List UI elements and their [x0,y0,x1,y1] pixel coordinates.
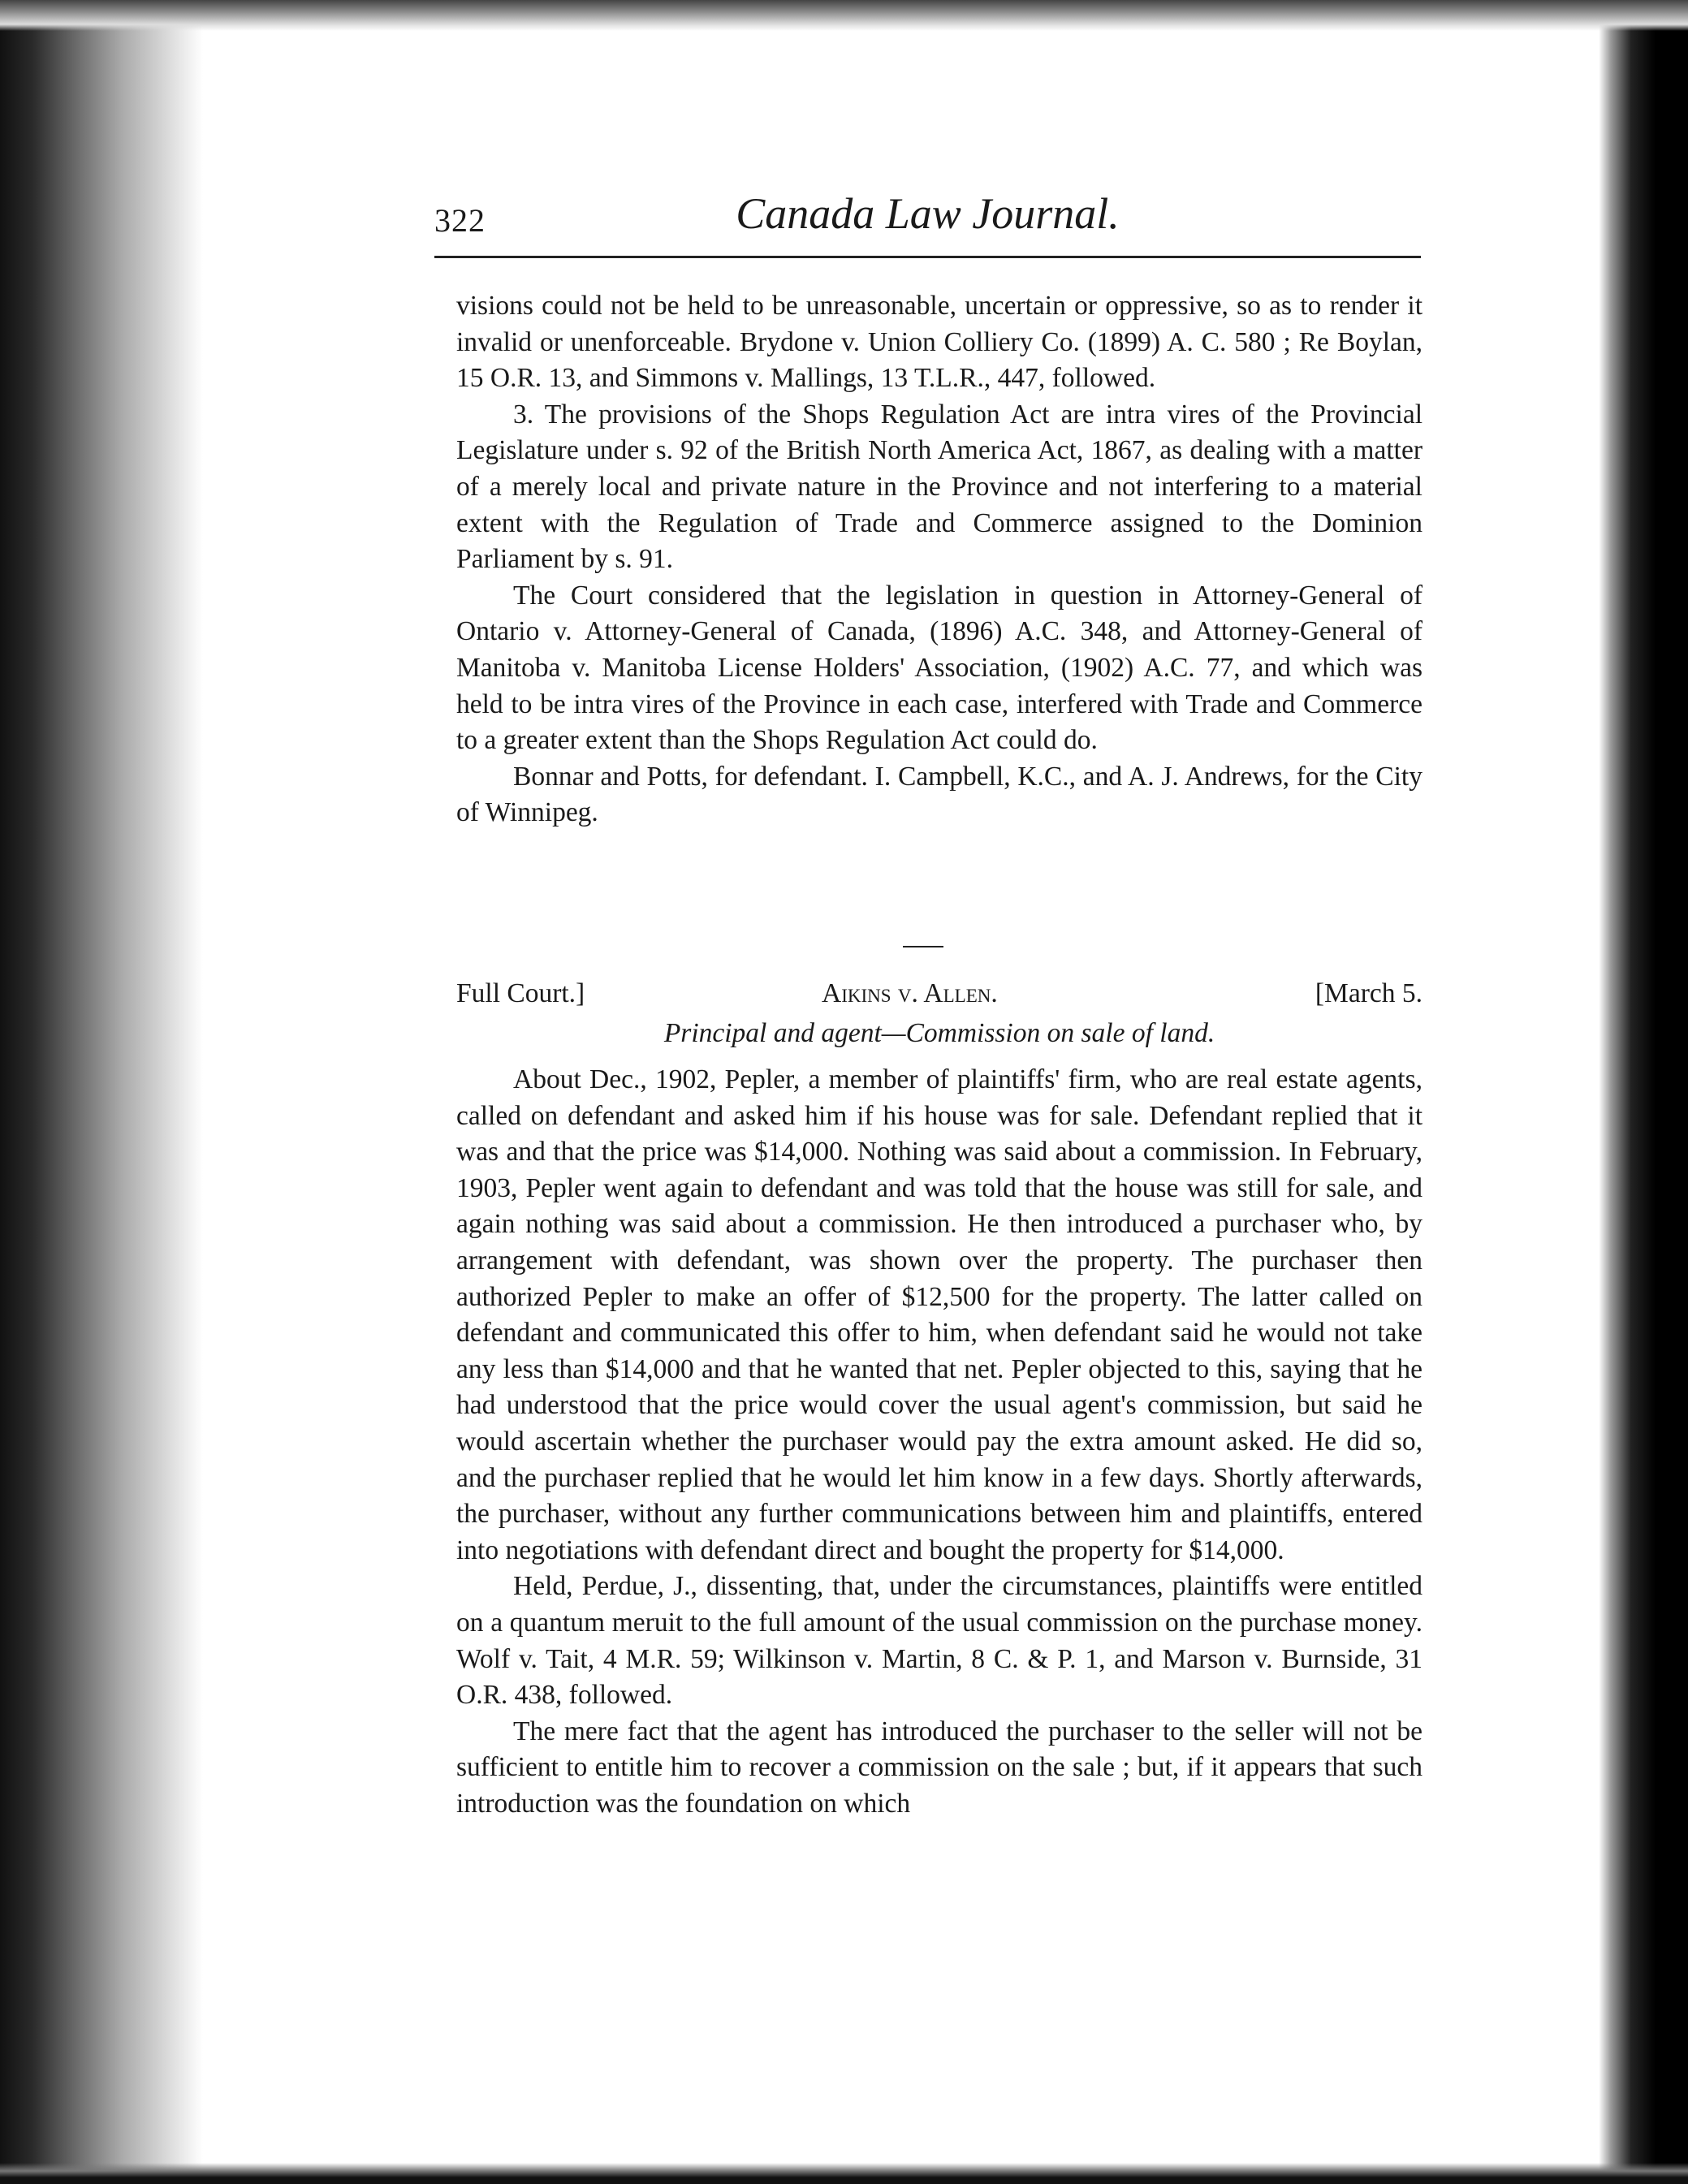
case-heading [456,978,1422,1017]
court-name: Full Court.] [456,978,585,1008]
paragraph-court-considered: The Court considered that the legislation in question in Attorney-General of Ontario v. Attorney-General of Canada, (1896) A.C. 348, and Attorney-General of Manitoba v. Manitoba License Holders' Association, (1902) A.C. 77, and which was held to be intra vires of the Province in each case, interfered with Trade and Commerce to a greater extent than the Shops Regulation Act could do. [456,580,1422,756]
section-separator [903,946,943,947]
paragraph-holding-3: 3. The provisions of the Shops Regulation Act are intra vires of the Provincial Legislature under s. 92 of the British North America Act, 1867, as dealing with a matter of a merely local and private nature in the Province and not interfering to a material extent with the Regulation of Trade and Commerce assigned to the Dominion Parliament by s. 91. [456,399,1422,575]
case-date: [March 5. [1315,978,1422,1008]
header-rule [434,256,1421,258]
paragraph-held: Held, Perdue, J., dissenting, that, under the circumstances, plaintiffs were entitled on a quantum meruit to the full amount of the usual commission on the purchase money. Wolf v. Tait, 4 M.R. 59; Wilkinson v. Martin, 8 C. & P. 1, and Marson v. Burnside, 31 O.R. 438, followed. [456,1571,1422,1711]
case-name: Aikins v. Allen. [822,978,998,1008]
headnote-continuation [456,288,1422,831]
paragraph-counsel: Bonnar and Potts, for defendant. I. Campbell, K.C., and A. J. Andrews, for the City of Winnipeg. [456,761,1422,828]
paragraph-continuation: visions could not be held to be unreasonable, uncertain or oppressive, so as to render it invalid or unenforceable. Brydone v. Union Colliery Co. (1899) A. C. 580 ; Re Boylan, 15 O.R. 13, and Simmons v. Mallings, 13 T.L.R., 447, followed. [456,291,1422,394]
scan-edge-right [1599,0,1688,2184]
scan-edge-bottom [0,2163,1688,2184]
case-report [456,1062,1422,1822]
scan-edge-left [0,0,203,2184]
paragraph-principle: The mere fact that the agent has introduced the purchaser to the seller will not be sufficient to entitle him to recover a commission on the sale ; but, if it appears that such introduction was the foundation on which [456,1716,1422,1819]
journal-title: Canada Law Journal. [736,189,1120,238]
scan-edge-top [0,0,1688,31]
paragraph-facts: About Dec., 1902, Pepler, a member of plaintiffs' firm, who are real estate agents, called on defendant and asked him if his house was for sale. Defendant replied that it was and that the price was $14,000. Nothing was said about a commission. In February, 1903, Pepler went again to defendant and was told that the house was still for sale, and again nothing was said about a commission. He then introduced a purchaser who, by arrangement with defendant, was shown over the property. The purchaser then authorized Pepler to make an offer of $12,500 for the property. The latter called on defendant and communicated this offer to him, when defendant said he would not take any less than $14,000 and that he wanted that net. Pepler objected to this, saying that he had understood that the price would cover the usual agent's commission, but said he would ascertain whether the purchaser would pay the extra amount asked. He did so, and the purchaser replied that he would let him know in a few days. Shortly afterwards, the purchaser, without any further communications between him and plaintiffs, entered into negotiations with defendant direct and bought the property for $14,000. [456,1064,1422,1565]
page-header [434,188,1421,253]
page-number: 322 [434,202,486,239]
case-subject: Principal and agent—Commission on sale of land. [663,1018,1215,1048]
